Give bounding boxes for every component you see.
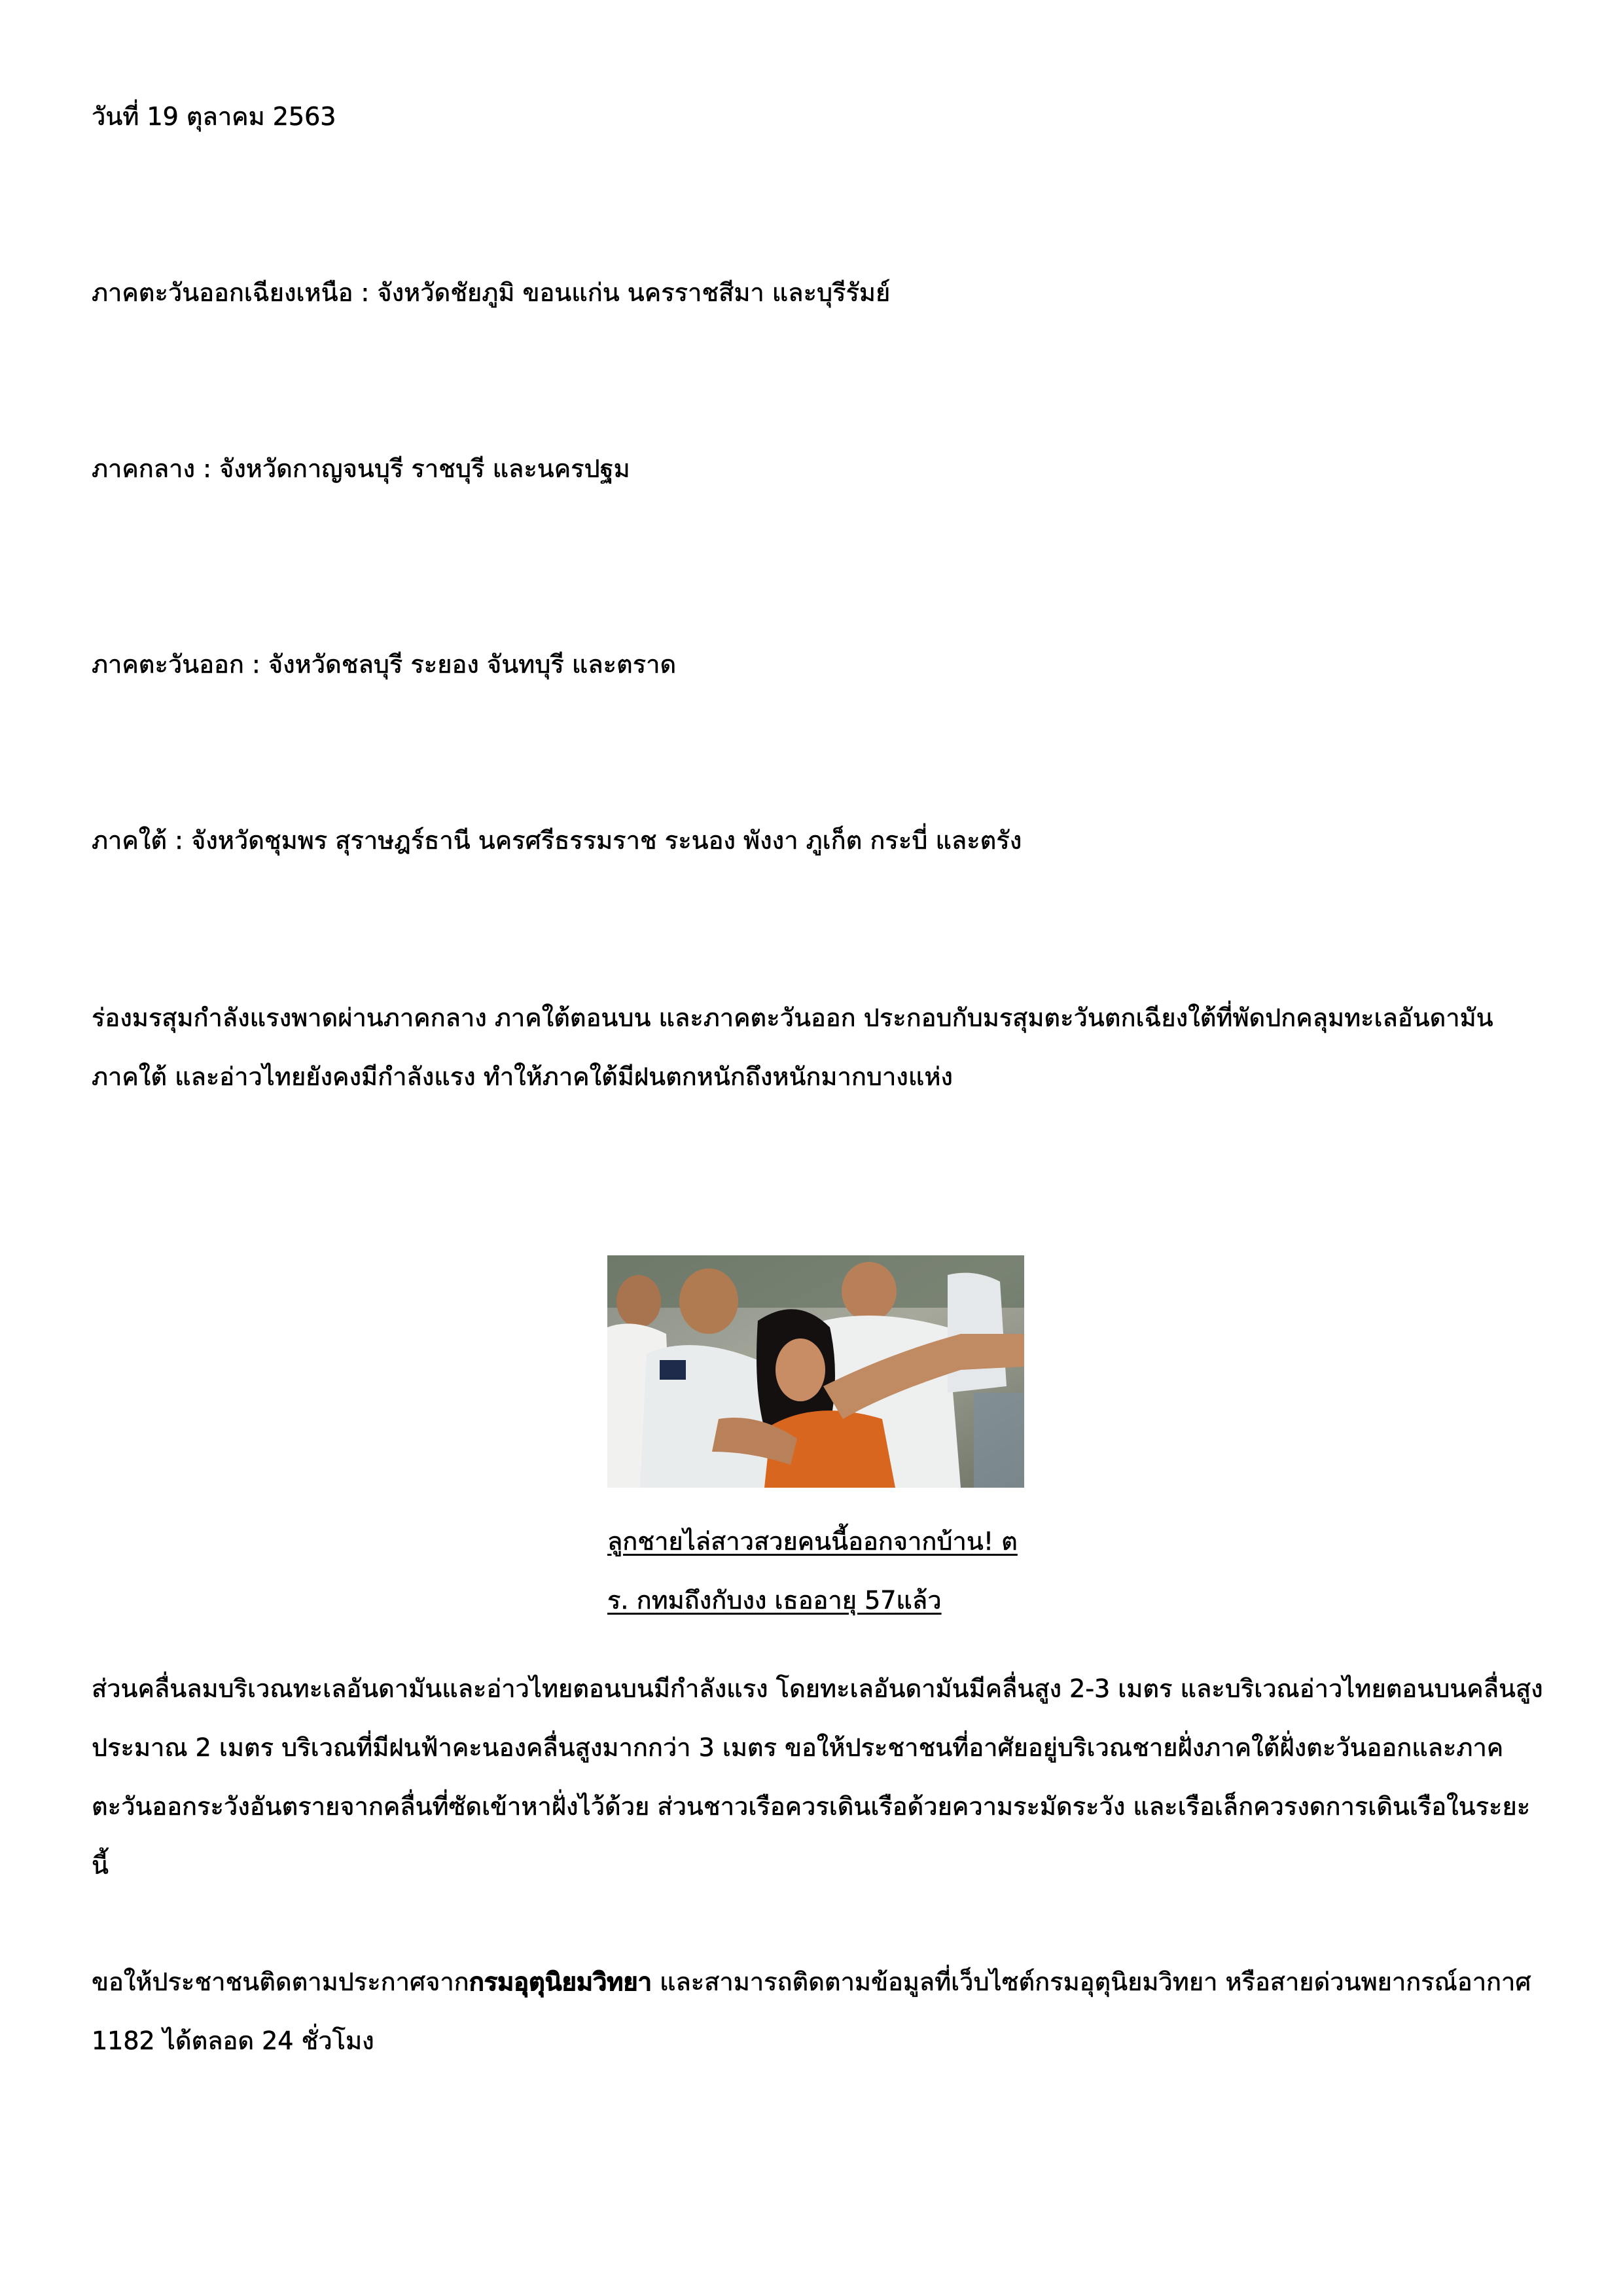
waves-paragraph: ส่วนคลื่นลมบริเวณทะเลอันดามันและอ่าวไทยตอนบนมีกำลังแรง โดยทะเลอันดามันมีคลื่นสูง 2-3 เมตร และบริเวณอ่าวไทยตอนบนคลื่นสูงประมาณ 2 เมตร บริเวณที่มีฝนฟ้าคะนองคลื่นสูงมากกว่า 3 เมตร ขอให้ประชาชนที่อาศัยอยู่บริเวณชายฝั่งภาคใต้ฝั่งตะวันออกและภาคตะวันออกระวังอันตรายจากคลื่นที่ซัดเข้าหาฝั่งไว้ด้วย ส่วนชาวเรือควรเดินเรือด้วยความระมัดระวัง และเรือเล็กควรงดการเดินเรือในระยะนี้ xyxy=(92,1674,1543,1880)
closing-suffix: และสามารถติดตามข้อมูลที่เว็บไซต์กรมอุตุนิยมวิทยา หรือสายด่วนพยากรณ์อากาศ 1182 ได้ตลอด 24 ชั่วโมง xyxy=(92,1967,1531,2055)
ad-caption-line1[interactable] xyxy=(607,1512,1026,1571)
met-department-name: กรมอุตุนิยมวิทยา xyxy=(469,1967,652,1996)
date-line: วันที่ 19 ตุลาคม 2563 xyxy=(92,102,336,131)
region-northeast: ภาคตะวันออกเฉียงเหนือ : จังหวัดชัยภูมิ ขอนแก่น นครราชสีมา และบุรีรัมย์ xyxy=(92,278,891,307)
ad-caption-line2[interactable] xyxy=(607,1571,1026,1630)
region-central: ภาคกลาง : จังหวัดกาญจนบุรี ราชบุรี และนครปฐม xyxy=(92,454,630,483)
region-south: ภาคใต้ : จังหวัดชุมพร สุราษฎร์ธานี นครศรีธรรมราช ระนอง พังงา ภูเก็ต กระบี่ และตรัง xyxy=(92,826,1022,855)
ad-photo[interactable] xyxy=(607,1255,1024,1488)
closing-prefix: ขอให้ประชาชนติดตามประกาศจาก xyxy=(92,1967,469,1996)
closing-paragraph xyxy=(92,1952,1544,2070)
ad-link-line2[interactable]: ร. กทมถึงกับงง เธออายุ 57แล้ว xyxy=(607,1586,942,1615)
monsoon-paragraph: ร่องมรสุมกำลังแรงพาดผ่านภาคกลาง ภาคใต้ตอนบน และภาคตะวันออก ประกอบกับมรสุมตะวันตกเฉียงใต้ที่พัดปกคลุมทะเลอันดามัน ภาคใต้ และอ่าวไทยยังคงมีกำลังแรง ทำให้ภาคใต้มีฝนตกหนักถึงหนักมากบางแห่ง xyxy=(92,1003,1493,1091)
ad-link-line1[interactable]: ลูกชายไล่สาวสวยคนนี้ออกจากบ้าน! ต xyxy=(607,1527,1018,1556)
region-east: ภาคตะวันออก : จังหวัดชลบุรี ระยอง จันทบุรี และตราด xyxy=(92,650,677,679)
